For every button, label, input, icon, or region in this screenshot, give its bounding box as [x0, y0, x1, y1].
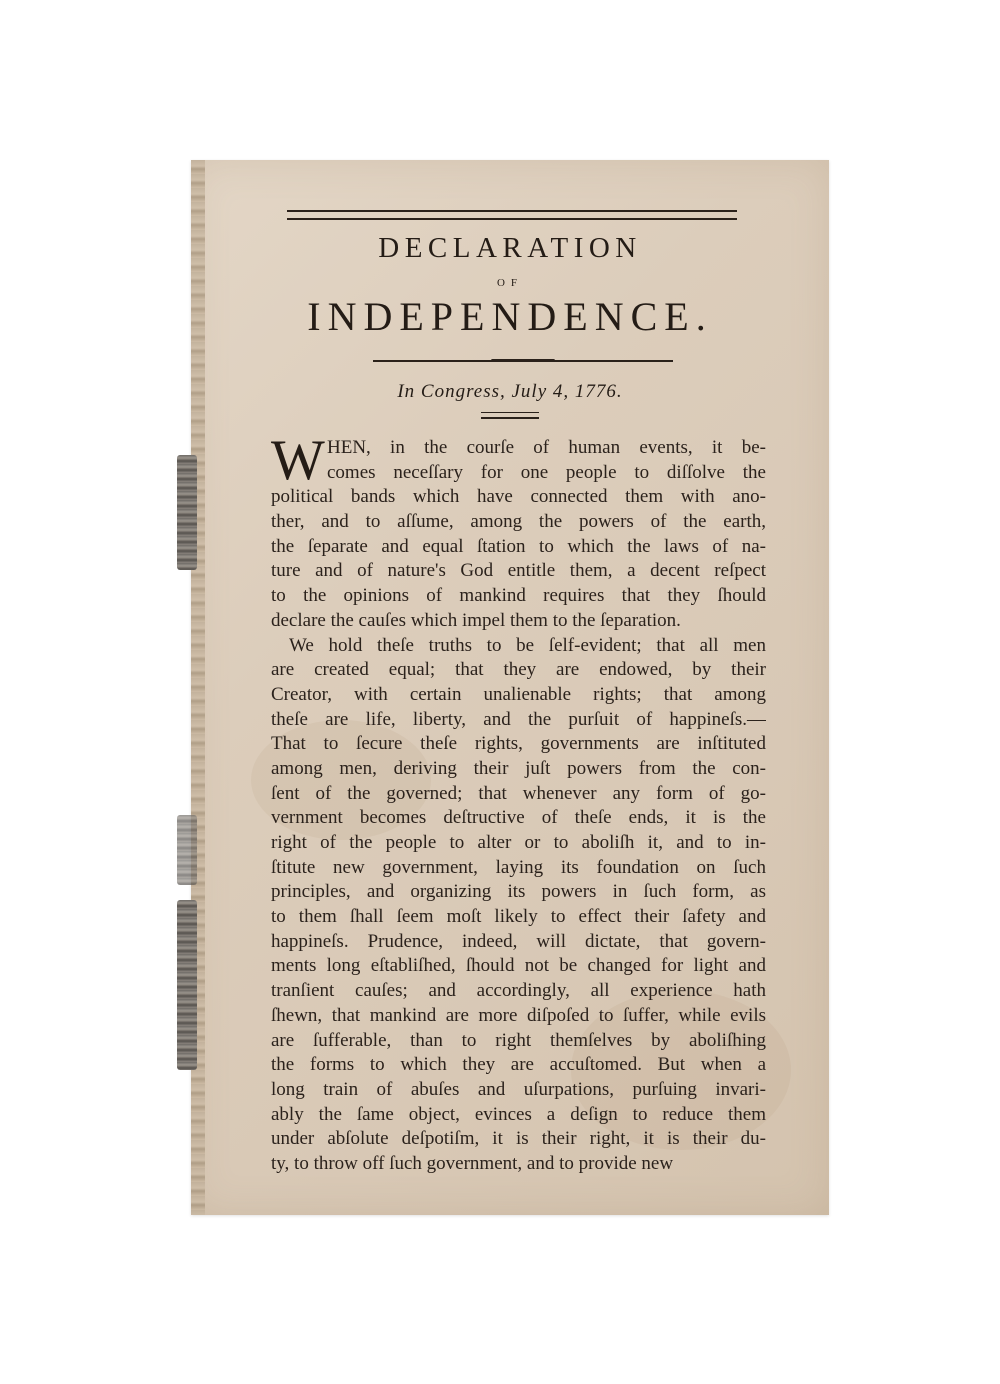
text-line: right of the people to alter or to aboliſh it, and to in-: [271, 832, 766, 853]
text-line: principles, and organizing its powers in ſuch form, as: [271, 881, 766, 903]
text-line: long train of abuſes and uſurpations, purſuing invari-: [271, 1078, 766, 1100]
title-of: OF: [496, 277, 524, 289]
text-line: ther, and to aſſume, among the powers of the earth,: [271, 511, 766, 533]
text-line: to the opinions of mankind requires that they ſhould: [271, 585, 766, 607]
text-line: ſent of the governed; that whenever any form of go-: [271, 782, 766, 804]
declaration-body-text: [271, 429, 766, 1177]
text-line: ſhewn, that mankind are more diſpoſed to ſuffer, while evils: [271, 1004, 766, 1026]
text-line: tranſient cauſes; and accordingly, all experience hath: [271, 980, 766, 1002]
text-line: That to ſecure theſe rights, governments are inſtituted: [271, 733, 766, 755]
binding-remnant: [177, 455, 197, 570]
title-independence: INDEPENDENCE.: [307, 294, 713, 339]
text-line: ably the ſame object, evinces a deſign to reduce them: [271, 1103, 766, 1125]
text-line: declare the cauſes which impel them to the ſeparation.: [271, 609, 681, 631]
text-line: the forms to which they are accuſtomed. But when a: [271, 1054, 766, 1076]
text-line: HEN, in the courſe of human events, it be-: [327, 437, 766, 458]
text-line: are ſufferable, than to right themſelves by aboliſhing: [271, 1029, 766, 1051]
text-line: happineſs. Prudence, indeed, will dictate, that govern-: [271, 930, 766, 952]
drop-cap: W: [271, 429, 325, 492]
text-line: Creator, with certain unalienable rights; that among: [271, 683, 766, 705]
text-line: comes neceſſary for one people to diſſolve the: [327, 461, 766, 483]
document-page: [191, 160, 829, 1215]
text-line: ments long eſtabliſhed, ſhould not be changed for light and: [271, 955, 766, 977]
top-double-rule: [287, 210, 737, 220]
text-line: ture and of nature's God entitle them, a decent reſpect: [271, 560, 766, 582]
text-line: to them ſhall ſeem moſt likely to effect their ſafety and: [271, 906, 766, 928]
ornament-rule: [481, 412, 539, 419]
title-declaration: DECLARATION: [378, 232, 642, 264]
text-line: political bands which have connected them with ano-: [271, 486, 766, 508]
text-line: ty, to throw off ſuch government, and to provide new: [271, 1152, 674, 1174]
binding-remnant: [177, 900, 197, 1070]
text-line: under abſolute deſpotiſm, it is their right, it is their du-: [271, 1128, 766, 1150]
text-line: theſe are life, liberty, and the purſuit of happineſs.—: [271, 708, 766, 730]
text-line: among men, deriving their juſt powers from the con-: [271, 757, 766, 779]
binding-remnant: [177, 815, 197, 885]
title-rule: [373, 360, 673, 362]
text-line: ſtitute new government, laying its foundation on ſuch: [271, 856, 766, 878]
text-line: We hold theſe truths to be ſelf-evident; that all men: [289, 634, 766, 656]
text-line: are created equal; that they are endowed, by their: [271, 659, 766, 681]
text-line: the ſeparate and equal ſtation to which the laws of na-: [271, 535, 766, 557]
text-line: vernment becomes deſtructive of theſe ends, it is the: [271, 807, 766, 829]
dateline: In Congress, July 4, 1776.: [397, 381, 623, 402]
